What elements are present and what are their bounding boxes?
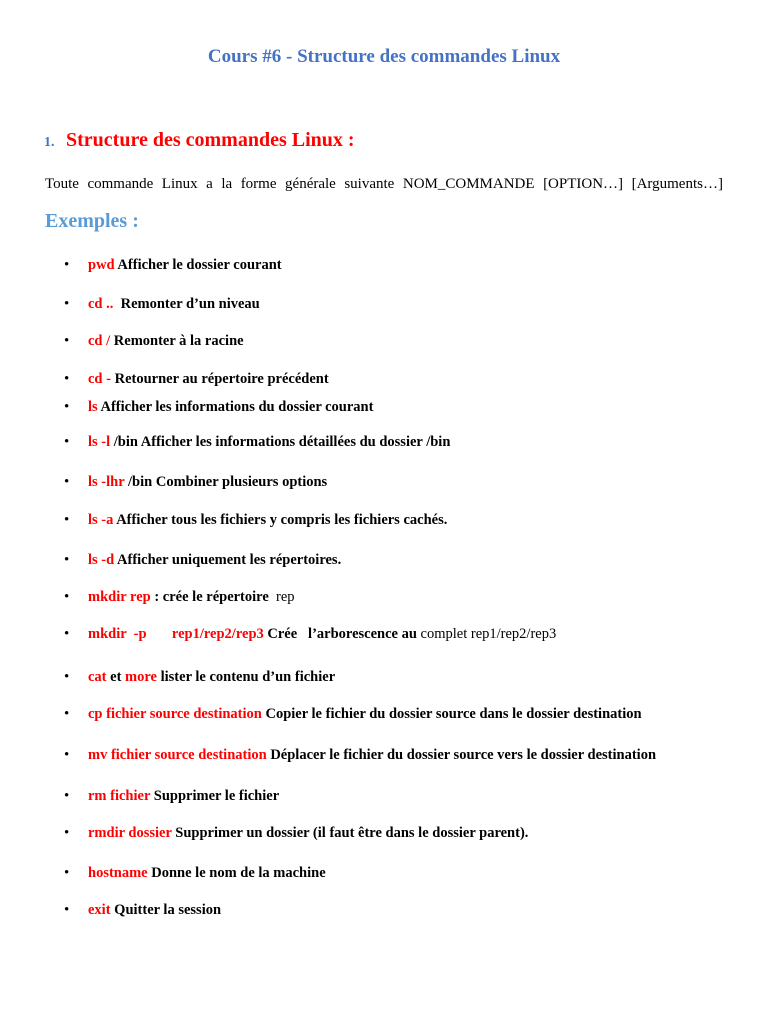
list-item-cd-up	[64, 294, 260, 314]
command-description: : crée le répertoire	[150, 589, 269, 605]
intro-word: suivante	[344, 176, 395, 192]
command-description: Supprimer le fichier	[150, 788, 280, 804]
section-heading	[44, 129, 355, 152]
bullet-icon: •	[64, 399, 70, 415]
intro-word: générale	[285, 176, 336, 192]
bullet-icon: •	[64, 589, 70, 605]
bullet-icon: •	[64, 552, 70, 568]
bullet-icon: •	[64, 865, 70, 881]
bullet-icon: •	[64, 788, 70, 804]
intro-paragraph	[45, 176, 723, 193]
page-title: Cours #6 - Structure des commandes Linux	[207, 46, 561, 67]
bullet-icon: •	[64, 512, 70, 528]
command-text: mv fichier source destination	[88, 747, 267, 763]
bullet-icon: •	[64, 902, 70, 918]
command-description: Remonter à la racine	[110, 333, 244, 349]
command-argument: complet rep1/rep2/rep3	[416, 626, 557, 642]
bullet-icon: •	[64, 626, 70, 642]
list-item-cd-root	[64, 331, 244, 351]
command-text: ls -l	[88, 434, 111, 450]
list-item-cat-more	[64, 667, 335, 687]
command-text: ls -lhr	[88, 474, 125, 490]
section-number: 1.	[44, 135, 55, 150]
command-text: cd -	[88, 371, 111, 387]
list-item-ls-a	[64, 510, 447, 530]
bullet-icon: •	[64, 825, 70, 841]
list-item-ls-lhr	[64, 472, 327, 492]
command-connector: et	[106, 669, 126, 685]
list-item-ls-d	[64, 550, 341, 570]
command-text: rm fichier	[88, 788, 151, 804]
list-item-exit	[64, 900, 221, 920]
command-text: cp fichier source destination	[88, 706, 262, 722]
command-description: Crée l’arborescence au	[263, 626, 417, 642]
command-text: mkdir -p rep1/rep2/rep3	[88, 626, 264, 642]
intro-word: [OPTION…]	[543, 176, 624, 192]
command-text: ls	[88, 399, 98, 415]
section-title: Structure des commandes Linux :	[66, 129, 355, 151]
bullet-icon: •	[64, 257, 70, 273]
bullet-icon: •	[64, 371, 70, 387]
bullet-icon: •	[64, 333, 70, 349]
list-item-pwd	[64, 255, 282, 275]
intro-word: la	[221, 176, 233, 192]
bullet-icon: •	[64, 474, 70, 490]
list-item-hostname	[64, 863, 326, 883]
command-text: cd ..	[88, 296, 114, 312]
command-text: rmdir dossier	[88, 825, 172, 841]
command-description: Remonter d’un niveau	[113, 296, 260, 312]
command-text: ls -d	[88, 552, 115, 568]
command-description: /bin Afficher les informations détaillées du dossier /bin	[110, 434, 451, 450]
examples-heading: Exemples :	[45, 210, 139, 232]
command-description: Afficher uniquement les répertoires.	[114, 552, 342, 568]
command-text-secondary: more	[125, 669, 157, 685]
command-text: hostname	[88, 865, 148, 881]
command-description: Copier le fichier du dossier source dans le dossier destination	[261, 706, 642, 722]
command-description: Retourner au répertoire précédent	[110, 371, 329, 387]
command-argument: rep	[268, 589, 295, 605]
list-item-mv	[64, 745, 656, 765]
command-description: Afficher le dossier courant	[114, 257, 282, 273]
command-text: ls -a	[88, 512, 114, 528]
intro-word: [Arguments…]	[631, 176, 723, 192]
intro-word: commande	[87, 176, 154, 192]
command-description: Donne le nom de la machine	[147, 865, 326, 881]
list-item-cd-back	[64, 369, 329, 389]
intro-word: Linux	[161, 176, 198, 192]
command-text: cd /	[88, 333, 111, 349]
command-text: cat	[88, 669, 107, 685]
command-description: Afficher tous les fichiers y compris les fichiers cachés.	[113, 512, 448, 528]
bullet-icon: •	[64, 747, 70, 763]
command-text: pwd	[88, 257, 115, 273]
command-text: mkdir rep	[88, 589, 151, 605]
intro-word: NOM_COMMANDE	[402, 176, 535, 192]
list-item-rmdir	[64, 823, 528, 843]
bullet-icon: •	[64, 669, 70, 685]
command-text: exit	[88, 902, 111, 918]
command-description: lister le contenu d’un fichier	[156, 669, 336, 685]
list-item-rm	[64, 786, 279, 806]
bullet-icon: •	[64, 434, 70, 450]
list-item-mkdir	[64, 587, 295, 607]
command-description: Déplacer le fichier du dossier source vers le dossier destination	[266, 747, 657, 763]
command-description: Quitter la session	[110, 902, 222, 918]
bullet-icon: •	[64, 296, 70, 312]
command-description: /bin Combiner plusieurs options	[124, 474, 328, 490]
intro-word: forme	[240, 176, 277, 192]
intro-word: Toute	[45, 176, 79, 192]
command-description: Afficher les informations du dossier courant	[97, 399, 374, 415]
list-item-cp	[64, 704, 642, 724]
command-description: Supprimer un dossier (il faut être dans le dossier parent).	[171, 825, 529, 841]
intro-word: a	[206, 176, 213, 192]
list-item-mkdir-p	[64, 624, 556, 644]
list-item-ls-l	[64, 432, 450, 452]
bullet-icon: •	[64, 706, 70, 722]
list-item-ls	[64, 397, 373, 417]
